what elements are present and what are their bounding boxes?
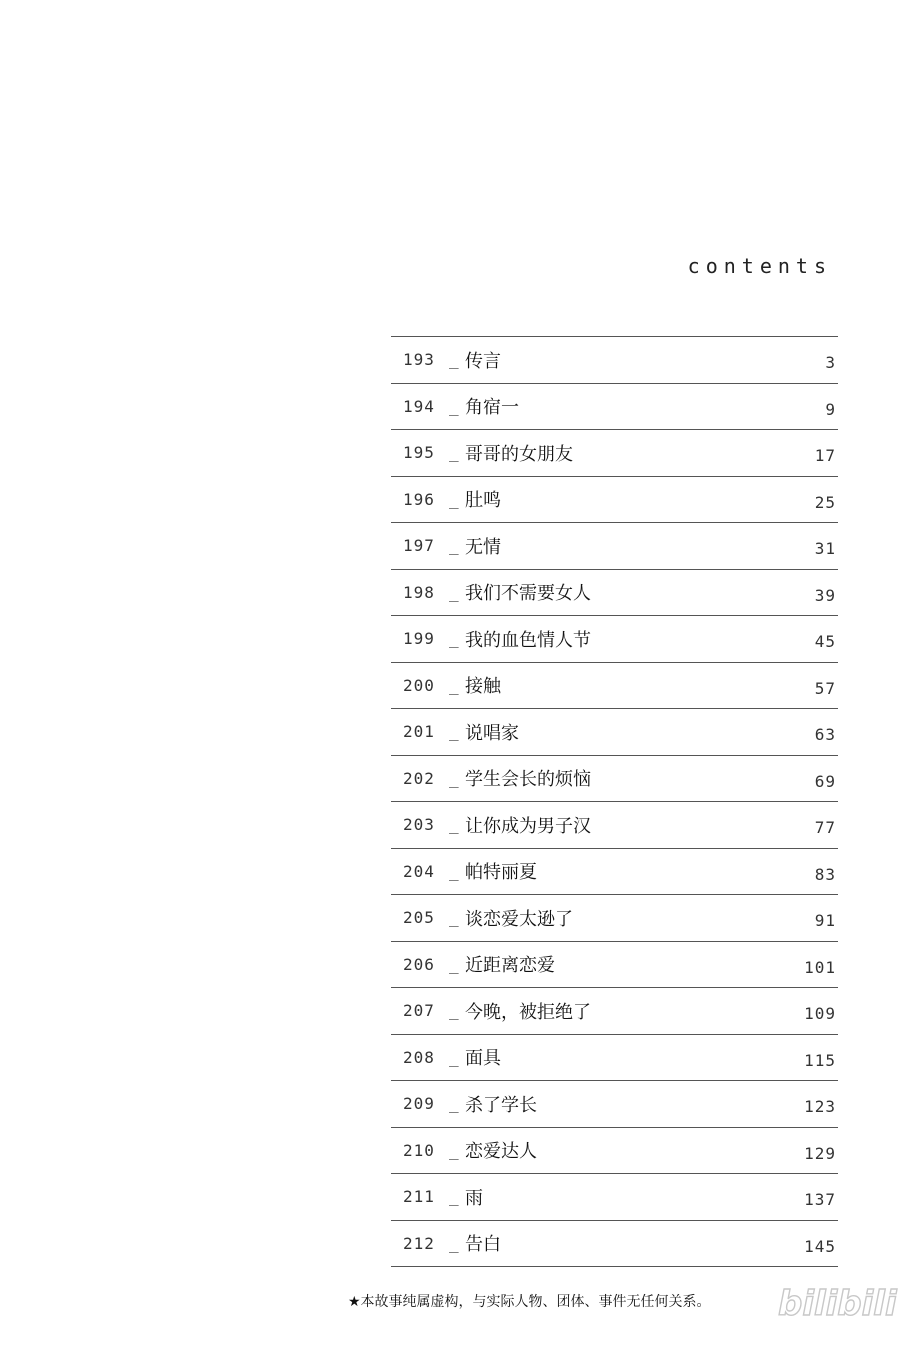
chapter-number: 212 — [403, 1233, 435, 1253]
chapter-number: 199 — [403, 629, 435, 649]
chapter-title: 接触 — [465, 676, 501, 698]
chapter-title: 肚鸣 — [465, 490, 501, 512]
chapter-title: 我的血色情人节 — [465, 629, 591, 651]
toc-row[interactable] — [391, 384, 838, 431]
toc-row[interactable] — [391, 709, 838, 756]
toc-row[interactable] — [391, 849, 838, 896]
page-number: 57 — [814, 678, 836, 698]
chapter-separator: _ — [449, 908, 459, 928]
page-number: 137 — [804, 1190, 836, 1209]
chapter-separator: _ — [449, 815, 459, 835]
page-number: 31 — [814, 539, 836, 558]
chapter-title: 今晚，被拒绝了 — [465, 1001, 591, 1023]
chapter-separator: _ — [449, 1233, 459, 1253]
chapter-title: 传言 — [465, 350, 501, 372]
chapter-number: 209 — [403, 1094, 435, 1114]
page-number: 129 — [804, 1143, 836, 1163]
page-number: 109 — [804, 1004, 836, 1023]
toc-row[interactable] — [391, 663, 838, 710]
page-number: 45 — [814, 632, 836, 651]
chapter-number: 210 — [403, 1140, 435, 1160]
chapter-separator: _ — [449, 443, 459, 463]
toc-row[interactable] — [391, 337, 838, 384]
chapter-title: 雨 — [465, 1187, 483, 1209]
toc-row[interactable] — [391, 802, 838, 849]
chapter-number: 203 — [403, 815, 435, 835]
chapter-number: 194 — [403, 396, 435, 416]
chapter-title: 角宿一 — [465, 397, 519, 419]
page-number: 101 — [804, 957, 836, 977]
chapter-separator: _ — [449, 629, 459, 649]
toc-row[interactable] — [391, 477, 838, 524]
toc-row[interactable] — [391, 1221, 838, 1268]
toc-row[interactable] — [391, 1128, 838, 1175]
toc-row[interactable] — [391, 988, 838, 1035]
chapter-number: 195 — [403, 443, 435, 463]
chapter-number: 200 — [403, 675, 435, 695]
chapter-number: 211 — [403, 1187, 435, 1207]
toc-row[interactable] — [391, 1035, 838, 1082]
chapter-title: 杀了学长 — [465, 1094, 537, 1116]
chapter-number: 208 — [403, 1047, 435, 1067]
chapter-separator: _ — [449, 1094, 459, 1114]
toc-row[interactable] — [391, 430, 838, 477]
chapter-separator: _ — [449, 954, 459, 974]
chapter-separator: _ — [449, 489, 459, 509]
page-number: 17 — [814, 446, 836, 465]
chapter-number: 206 — [403, 954, 435, 974]
toc-row[interactable] — [391, 756, 838, 803]
chapter-number: 202 — [403, 768, 435, 788]
toc-row[interactable] — [391, 523, 838, 570]
chapter-number: 204 — [403, 861, 435, 881]
chapter-title: 谈恋爱太逊了 — [465, 908, 573, 930]
page-number: 83 — [814, 864, 836, 884]
chapter-separator: _ — [449, 536, 459, 556]
chapter-number: 196 — [403, 489, 435, 509]
toc-row[interactable] — [391, 1081, 838, 1128]
page-number: 145 — [804, 1236, 836, 1256]
chapter-title: 面具 — [465, 1048, 501, 1070]
page-number: 25 — [814, 492, 836, 512]
chapter-separator: _ — [449, 1187, 459, 1207]
page-number: 63 — [814, 725, 836, 744]
chapter-number: 201 — [403, 722, 435, 742]
page-number: 39 — [814, 585, 836, 605]
chapter-separator: _ — [449, 396, 459, 416]
page-number: 115 — [804, 1050, 836, 1070]
chapter-number: 193 — [403, 350, 435, 370]
chapter-separator: _ — [449, 350, 459, 370]
chapter-title: 我们不需要女人 — [465, 583, 591, 605]
chapter-title: 说唱家 — [465, 722, 519, 744]
toc-row[interactable] — [391, 1174, 838, 1221]
page-number: 69 — [814, 771, 836, 791]
page-number: 91 — [814, 911, 836, 930]
chapter-separator: _ — [449, 1001, 459, 1021]
bilibili-watermark: bilibili — [778, 1284, 897, 1324]
chapter-separator: _ — [449, 1140, 459, 1160]
chapter-separator: _ — [449, 722, 459, 742]
disclaimer-text: ★本故事纯属虚构，与实际人物、团体、事件无任何关系。 — [348, 1294, 711, 1310]
chapter-number: 207 — [403, 1001, 435, 1021]
toc-row[interactable] — [391, 616, 838, 663]
chapter-title: 让你成为男子汉 — [465, 815, 591, 837]
toc-row[interactable] — [391, 570, 838, 617]
chapter-number: 205 — [403, 908, 435, 928]
chapter-title: 哥哥的女朋友 — [465, 443, 573, 465]
toc-row[interactable] — [391, 895, 838, 942]
chapter-title: 帕特丽夏 — [465, 862, 537, 884]
toc-row[interactable] — [391, 942, 838, 989]
chapter-title: 告白 — [465, 1234, 501, 1256]
chapter-title: 学生会长的烦恼 — [465, 769, 591, 791]
page-number: 123 — [804, 1097, 836, 1116]
chapter-title: 无情 — [465, 536, 501, 558]
page-number: 9 — [825, 399, 836, 419]
chapter-number: 197 — [403, 536, 435, 556]
chapter-number: 198 — [403, 582, 435, 602]
chapter-separator: _ — [449, 1047, 459, 1067]
chapter-separator: _ — [449, 768, 459, 788]
table-of-contents — [391, 336, 838, 1267]
chapter-separator: _ — [449, 582, 459, 602]
page-number: 3 — [825, 353, 836, 372]
page-number: 77 — [814, 818, 836, 837]
chapter-separator: _ — [449, 675, 459, 695]
chapter-title: 近距离恋爱 — [465, 955, 555, 977]
chapter-separator: _ — [449, 861, 459, 881]
contents-heading: contents — [687, 254, 832, 278]
chapter-title: 恋爱达人 — [465, 1141, 537, 1163]
